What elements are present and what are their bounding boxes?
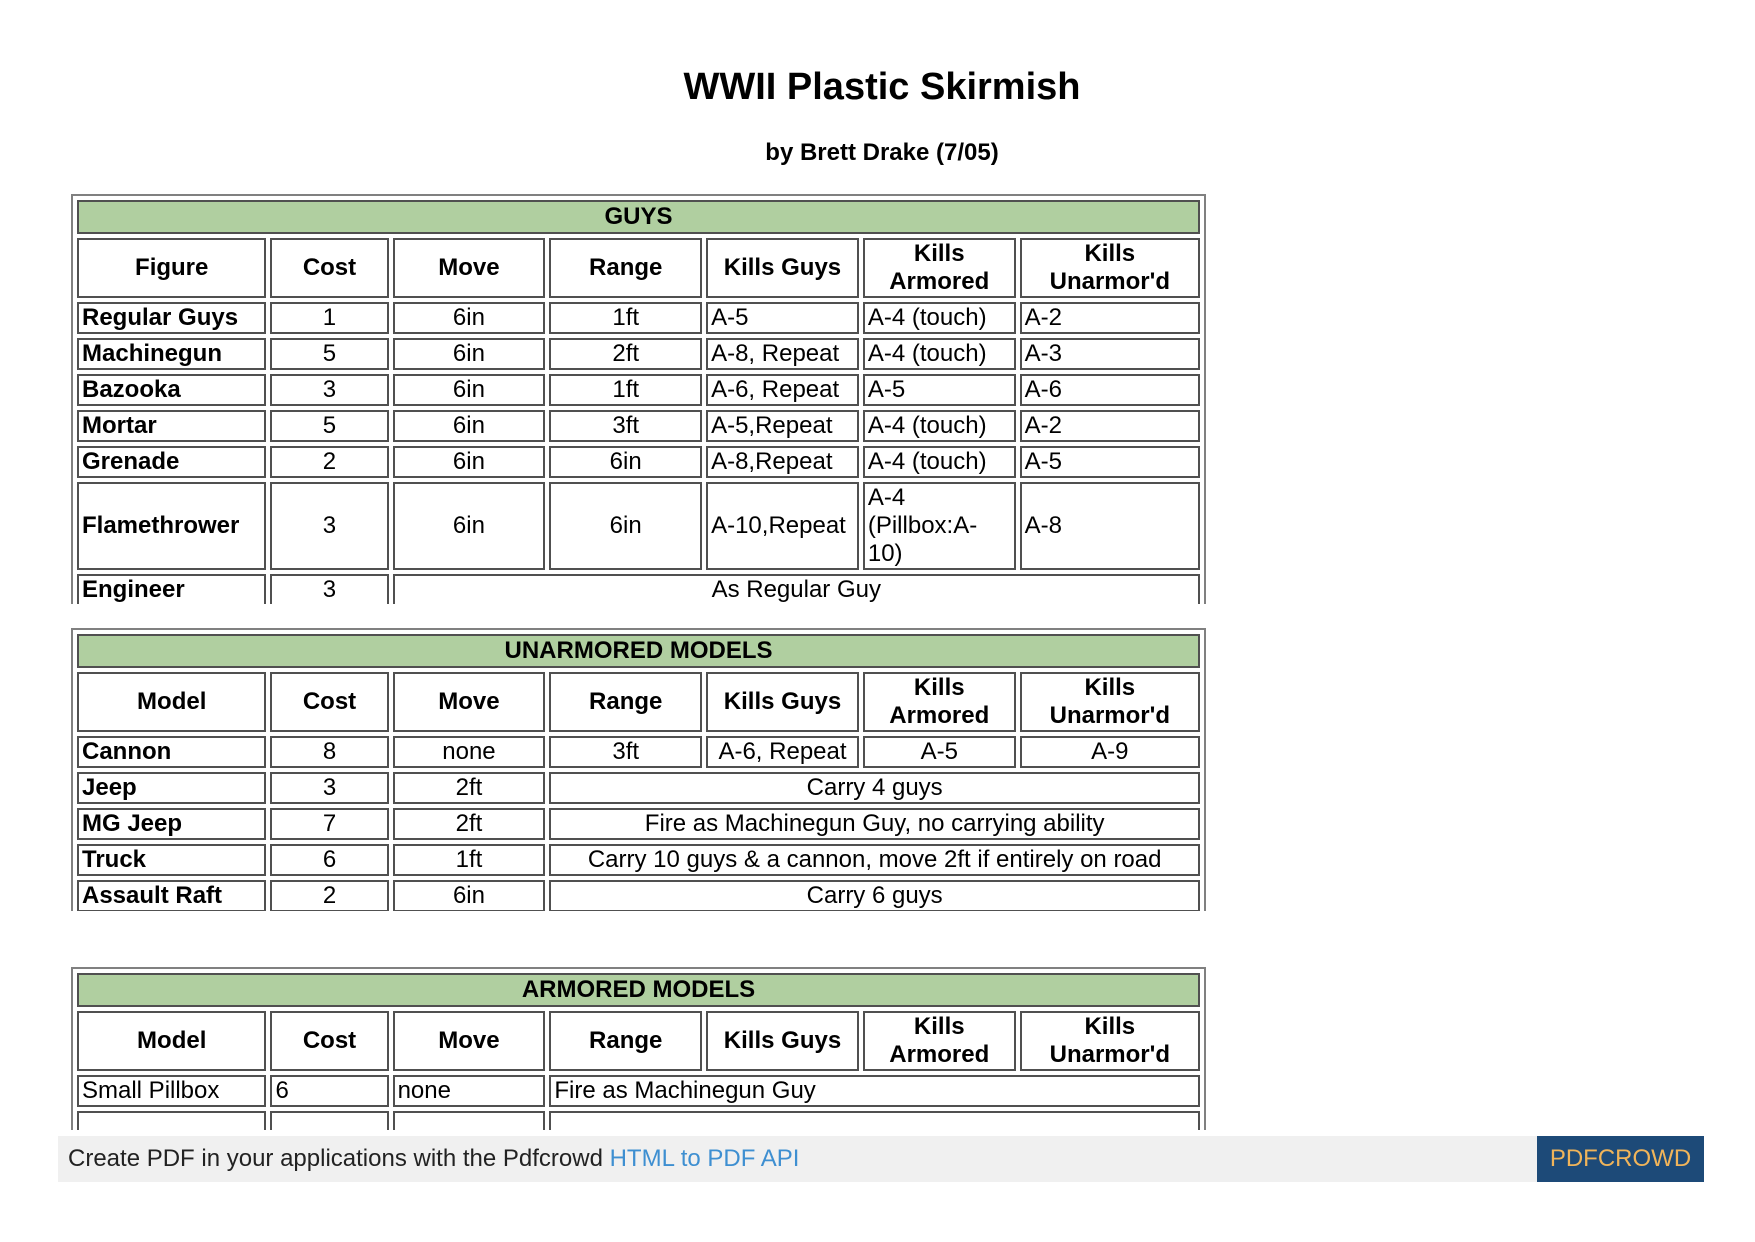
figure-name: Mortar bbox=[77, 410, 266, 442]
range-cell: 1ft bbox=[549, 374, 702, 406]
footer-text bbox=[68, 1145, 799, 1173]
unarmored-table bbox=[71, 628, 1206, 911]
table-row bbox=[77, 880, 1200, 911]
empty-cell bbox=[270, 1111, 388, 1130]
model-name: Jeep bbox=[77, 772, 266, 804]
note-cell: As Regular Guy bbox=[393, 574, 1200, 604]
table-row bbox=[77, 772, 1200, 804]
kills-unarmored-cell: A-2 bbox=[1020, 410, 1200, 442]
column-header: Kills Unarmor'd bbox=[1020, 672, 1200, 732]
range-cell: 3ft bbox=[549, 410, 702, 442]
kills-armored-cell: A-5 bbox=[863, 374, 1016, 406]
table-row bbox=[77, 1111, 1200, 1130]
figure-name: Grenade bbox=[77, 446, 266, 478]
column-header: Kills Unarmor'd bbox=[1020, 1011, 1200, 1071]
model-name: Cannon bbox=[77, 736, 266, 768]
kills-guys-cell: A-5 bbox=[706, 302, 859, 334]
kills-unarmored-cell: A-9 bbox=[1020, 736, 1200, 768]
note-cell: Fire as Machinegun Guy bbox=[549, 1075, 1200, 1107]
range-cell: 2ft bbox=[549, 338, 702, 370]
table-header-row bbox=[77, 1011, 1200, 1071]
move-cell: 6in bbox=[393, 880, 546, 911]
kills-unarmored-cell: A-2 bbox=[1020, 302, 1200, 334]
pdfcrowd-footer bbox=[58, 1136, 1703, 1182]
guys-table bbox=[71, 194, 1206, 604]
cost-cell: 8 bbox=[270, 736, 388, 768]
cost-cell: 2 bbox=[270, 880, 388, 911]
kills-armored-cell: A-4 (touch) bbox=[863, 410, 1016, 442]
kills-unarmored-cell: A-5 bbox=[1020, 446, 1200, 478]
move-cell: 6in bbox=[393, 482, 546, 570]
table-row bbox=[77, 844, 1200, 876]
model-name: Assault Raft bbox=[77, 880, 266, 911]
kills-armored-cell: A-4 (touch) bbox=[863, 446, 1016, 478]
empty-cell bbox=[549, 1111, 1200, 1130]
table-row bbox=[77, 482, 1200, 570]
kills-guys-cell: A-8,Repeat bbox=[706, 446, 859, 478]
kills-guys-cell: A-8, Repeat bbox=[706, 338, 859, 370]
cost-cell: 5 bbox=[270, 410, 388, 442]
cost-cell: 3 bbox=[270, 574, 388, 604]
kills-armored-cell: A-4 (touch) bbox=[863, 338, 1016, 370]
cost-cell: 7 bbox=[270, 808, 388, 840]
page-title: WWII Plastic Skirmish bbox=[683, 66, 1081, 108]
table-row bbox=[77, 808, 1200, 840]
table-caption: UNARMORED MODELS bbox=[77, 634, 1200, 668]
page-subtitle: by Brett Drake (7/05) bbox=[765, 139, 999, 166]
table-row bbox=[77, 374, 1200, 406]
kills-armored-cell: A-4 (Pillbox:A-10) bbox=[863, 482, 1016, 570]
empty-cell bbox=[393, 1111, 546, 1130]
range-cell: 6in bbox=[549, 482, 702, 570]
move-cell: 6in bbox=[393, 410, 546, 442]
note-cell: Carry 4 guys bbox=[549, 772, 1200, 804]
armored-table-container bbox=[71, 967, 1206, 1130]
move-cell: none bbox=[393, 736, 546, 768]
move-cell: 1ft bbox=[393, 844, 546, 876]
table-row bbox=[77, 736, 1200, 768]
table-caption: GUYS bbox=[77, 200, 1200, 234]
kills-guys-cell: A-6, Repeat bbox=[706, 374, 859, 406]
table-header-row bbox=[77, 238, 1200, 298]
column-header: Range bbox=[549, 1011, 702, 1071]
guys-table-container bbox=[71, 194, 1206, 604]
table-row bbox=[77, 302, 1200, 334]
cost-cell: 5 bbox=[270, 338, 388, 370]
range-cell: 1ft bbox=[549, 302, 702, 334]
footer-message: Create PDF in your applications with the Pdfcrowd bbox=[68, 1145, 610, 1172]
figure-name: Engineer bbox=[77, 574, 266, 604]
table-caption: ARMORED MODELS bbox=[77, 973, 1200, 1007]
cost-cell: 6 bbox=[270, 1075, 388, 1107]
column-header: Figure bbox=[77, 238, 266, 298]
move-cell: 6in bbox=[393, 374, 546, 406]
kills-unarmored-cell: A-3 bbox=[1020, 338, 1200, 370]
kills-armored-cell: A-4 (touch) bbox=[863, 302, 1016, 334]
column-header: Move bbox=[393, 1011, 546, 1071]
column-header: Kills Armored bbox=[863, 238, 1016, 298]
table-header-row bbox=[77, 672, 1200, 732]
figure-name: Regular Guys bbox=[77, 302, 266, 334]
column-header: Kills Guys bbox=[706, 1011, 859, 1071]
cost-cell: 3 bbox=[270, 482, 388, 570]
model-name: Small Pillbox bbox=[77, 1075, 266, 1107]
armored-table bbox=[71, 967, 1206, 1130]
move-cell: 6in bbox=[393, 446, 546, 478]
column-header: Move bbox=[393, 672, 546, 732]
note-cell: Carry 10 guys & a cannon, move 2ft if entirely on road bbox=[549, 844, 1200, 876]
kills-armored-cell: A-5 bbox=[863, 736, 1016, 768]
cost-cell: 3 bbox=[270, 374, 388, 406]
move-cell: 2ft bbox=[393, 808, 546, 840]
column-header: Range bbox=[549, 238, 702, 298]
kills-guys-cell: A-10,Repeat bbox=[706, 482, 859, 570]
kills-guys-cell: A-5,Repeat bbox=[706, 410, 859, 442]
column-header: Move bbox=[393, 238, 546, 298]
move-cell: 2ft bbox=[393, 772, 546, 804]
table-row bbox=[77, 446, 1200, 478]
kills-unarmored-cell: A-6 bbox=[1020, 374, 1200, 406]
range-cell: 6in bbox=[549, 446, 702, 478]
column-header: Cost bbox=[270, 672, 388, 732]
move-cell: 6in bbox=[393, 338, 546, 370]
empty-cell bbox=[77, 1111, 266, 1130]
kills-guys-cell: A-6, Repeat bbox=[706, 736, 859, 768]
column-header: Kills Armored bbox=[863, 1011, 1016, 1071]
figure-name: Flamethrower bbox=[77, 482, 266, 570]
cost-cell: 6 bbox=[270, 844, 388, 876]
cost-cell: 3 bbox=[270, 772, 388, 804]
column-header: Kills Armored bbox=[863, 672, 1016, 732]
column-header: Model bbox=[77, 672, 266, 732]
model-name: MG Jeep bbox=[77, 808, 266, 840]
column-header: Model bbox=[77, 1011, 266, 1071]
column-header: Kills Guys bbox=[706, 672, 859, 732]
column-header: Kills Unarmor'd bbox=[1020, 238, 1200, 298]
move-cell: none bbox=[393, 1075, 546, 1107]
table-row bbox=[77, 1075, 1200, 1107]
column-header: Kills Guys bbox=[706, 238, 859, 298]
cost-cell: 2 bbox=[270, 446, 388, 478]
html-to-pdf-api-link[interactable]: HTML to PDF API bbox=[609, 1145, 800, 1172]
note-cell: Fire as Machinegun Guy, no carrying ability bbox=[549, 808, 1200, 840]
unarmored-table-container bbox=[71, 628, 1206, 911]
figure-name: Machinegun bbox=[77, 338, 266, 370]
column-header: Range bbox=[549, 672, 702, 732]
column-header: Cost bbox=[270, 1011, 388, 1071]
note-cell: Carry 6 guys bbox=[549, 880, 1200, 911]
move-cell: 6in bbox=[393, 302, 546, 334]
cost-cell: 1 bbox=[270, 302, 388, 334]
column-header: Cost bbox=[270, 238, 388, 298]
table-row bbox=[77, 338, 1200, 370]
figure-name: Bazooka bbox=[77, 374, 266, 406]
pdfcrowd-logo-button[interactable]: PDFCROWD bbox=[1537, 1136, 1704, 1182]
table-row bbox=[77, 574, 1200, 604]
table-row bbox=[77, 410, 1200, 442]
model-name: Truck bbox=[77, 844, 266, 876]
range-cell: 3ft bbox=[549, 736, 702, 768]
kills-unarmored-cell: A-8 bbox=[1020, 482, 1200, 570]
